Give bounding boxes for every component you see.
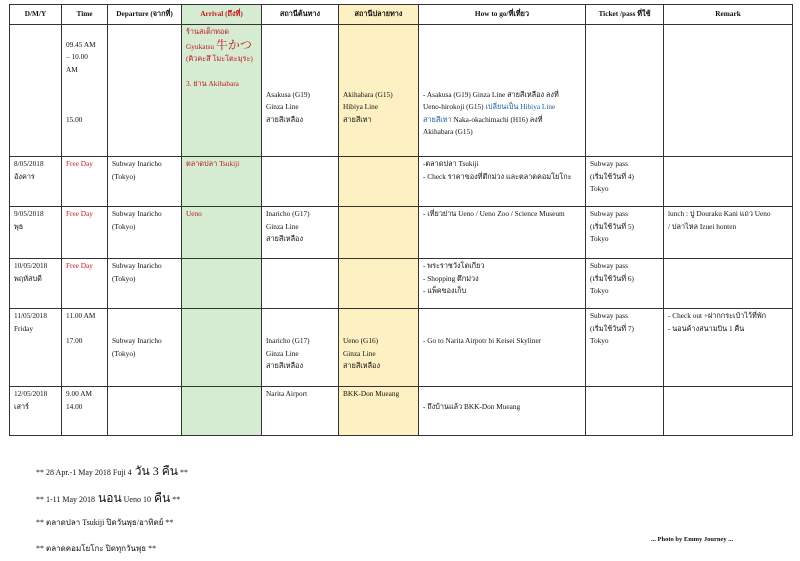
start-station-cell <box>262 207 339 259</box>
time-text: 17.00 <box>66 336 83 345</box>
header-time: Time <box>62 5 108 25</box>
ticket-text: (เริ่มใช้วันที่ 5) <box>590 221 634 231</box>
date-cell <box>10 259 62 309</box>
time-text: 9.00 AM <box>66 389 92 398</box>
time-text: 09.45 AM <box>66 39 96 49</box>
date-text: 9/05/2018 <box>14 209 44 218</box>
start-station-cell <box>262 157 339 207</box>
table-row <box>10 259 793 309</box>
how-to-text: สายสีเทา Naka-okachimachi (H16) ลงที่ <box>423 114 543 124</box>
start-station-cell: Narita Airport <box>262 387 339 436</box>
date-text: 12/05/2018 <box>14 389 48 398</box>
station-text: สายสีเหลือง <box>266 361 304 370</box>
ticket-text: Tokyo <box>590 184 609 193</box>
how-to-text: - พระราชวังโตเกียว <box>423 261 485 270</box>
time-cell: Free Day <box>62 259 108 309</box>
departure-text: Subway Inaricho <box>112 159 162 168</box>
time-cell <box>62 309 108 387</box>
ticket-text: (เริ่มใช้วันที่ 6) <box>590 273 634 283</box>
time-cell <box>62 25 108 157</box>
station-text: Inaricho (G17) <box>266 209 310 218</box>
itinerary-table <box>9 4 793 436</box>
time-text: 15.00 <box>66 114 83 124</box>
ticket-cell <box>586 309 664 387</box>
remark-text: - นอนค้างสนามบิน 1 คืน <box>668 323 745 333</box>
ticket-text: Subway pass <box>590 261 628 270</box>
date-text: 10/05/2018 <box>14 261 48 270</box>
departure-cell <box>108 259 182 309</box>
how-to-cell <box>419 25 586 157</box>
day-text: พุธ <box>14 221 24 231</box>
time-text: 11.00 AM <box>66 311 96 320</box>
remark-cell <box>664 387 793 436</box>
date-cell <box>10 25 62 157</box>
how-to-text: - ถึงบ้านแล้ว BKK-Don Mueang <box>423 401 521 411</box>
ticket-text: Tokyo <box>590 286 609 295</box>
how-to-cell <box>419 387 586 436</box>
how-to-text: - แพ็คของเก็บ <box>423 286 467 295</box>
remark-cell <box>664 259 793 309</box>
how-to-text: Akihabara (G15) <box>423 127 473 136</box>
departure-cell <box>108 25 182 157</box>
arrival-text: ร้านสเต็กทอด <box>186 27 230 36</box>
table-row <box>10 309 793 387</box>
ticket-text: Subway pass <box>590 159 628 168</box>
ticket-text: (เริ่มใช้วันที่ 7) <box>590 323 634 333</box>
day-text: พฤหัสบดี <box>14 273 42 283</box>
how-to-text: Ueno-hirokoji (G15) เปลี่ยนเป็น Hibiya Line <box>423 102 556 111</box>
ticket-cell <box>586 157 664 207</box>
station-text: Ginza Line <box>266 221 299 231</box>
header-end-station: สถานีปลายทาง <box>339 5 419 25</box>
time-text: – 10.00 <box>66 52 88 61</box>
table-row <box>10 207 793 259</box>
end-station-cell <box>339 207 419 259</box>
how-to-cell <box>419 157 586 207</box>
arrival-cell <box>182 259 262 309</box>
date-text: 8/05/2018 <box>14 159 44 168</box>
date-cell <box>10 309 62 387</box>
departure-text: (Tokyo) <box>112 221 136 231</box>
time-cell: Free Day <box>62 157 108 207</box>
how-to-cell <box>419 309 586 387</box>
remark-text: lunch : ปู Douraku Kani แถว Ueno <box>668 209 771 218</box>
station-text: สายสีเหลือง <box>266 114 304 124</box>
station-text: สายสีเหลือง <box>343 361 381 370</box>
how-to-text: -ตลาดปลา Tsukiji <box>423 159 479 168</box>
time-cell <box>62 387 108 436</box>
station-text: Hibiya Line <box>343 102 379 111</box>
departure-text: (Tokyo) <box>112 348 136 358</box>
time-text: 14.00 <box>66 401 83 411</box>
ticket-text: (เริ่มใช้วันที่ 4) <box>590 171 634 181</box>
note-yodobashi: ** ตลาดคอมโยโกะ ปิดทุกวันพุธ ** <box>36 544 157 553</box>
departure-cell <box>108 207 182 259</box>
ticket-cell <box>586 259 664 309</box>
remark-cell <box>664 157 793 207</box>
how-to-text: - เที่ยวย่าน Ueno / Ueno Zoo / Science Museum <box>423 209 565 218</box>
end-station-cell <box>339 157 419 207</box>
arrival-cell <box>182 25 262 157</box>
end-station-cell <box>339 309 419 387</box>
photo-credit: ... Photo by Emmy Journey ... <box>651 536 734 543</box>
time-cell: Free Day <box>62 207 108 259</box>
departure-cell <box>108 309 182 387</box>
remark-cell <box>664 309 793 387</box>
header-how-to: How to go/ที่เที่ยว <box>419 5 586 25</box>
station-text: สายสีเหลือง <box>266 234 304 243</box>
arrival-cell: Ueno <box>182 207 262 259</box>
ticket-text: Subway pass <box>590 209 628 218</box>
ticket-text: Subway pass <box>590 311 628 320</box>
departure-text: Subway Inaricho <box>112 336 162 345</box>
date-text: 11/05/2018 <box>14 311 47 320</box>
station-text: Ginza Line <box>266 348 299 358</box>
departure-text: Subway Inaricho <box>112 261 162 270</box>
table-row <box>10 387 793 436</box>
station-text: Inaricho (G17) <box>266 336 310 345</box>
table-row <box>10 157 793 207</box>
ticket-text: Tokyo <box>590 336 609 345</box>
station-text: Ginza Line <box>343 348 376 358</box>
station-text: Asakusa (G19) <box>266 89 310 99</box>
station-text: Ueno (G16) <box>343 336 379 345</box>
end-station-cell <box>339 25 419 157</box>
arrival-text: Gyukatsu 牛かつ <box>186 37 252 52</box>
header-ticket: Ticket /pass ที่ใช้ <box>586 5 664 25</box>
start-station-cell <box>262 259 339 309</box>
day-text: อังคาร <box>14 171 35 181</box>
arrival-cell <box>182 309 262 387</box>
header-remark: Remark <box>664 5 793 25</box>
station-text: Ginza Line <box>266 102 299 111</box>
arrival-cell: ตลาดปลา Tsukiji <box>182 157 262 207</box>
station-text: สายสีเทา <box>343 114 372 124</box>
arrival-cell <box>182 387 262 436</box>
day-text: Friday <box>14 323 34 333</box>
header-departure: Departure (จากที่) <box>108 5 182 25</box>
how-to-text: - Check ราคาของที่ตึกม่วง และตลาดคอมโยโกะ <box>423 171 572 181</box>
note-ueno: ** 1-11 May 2018 นอน Ueno 10 คืน ** <box>36 491 181 505</box>
end-station-cell: BKK-Don Mueang <box>339 387 419 436</box>
date-cell <box>10 157 62 207</box>
day-text: เสาร์ <box>14 401 29 411</box>
end-station-cell <box>339 259 419 309</box>
date-cell <box>10 387 62 436</box>
note-tsukiji: ** ตลาดปลา Tsukiji ปิดวันพุธ/อาทิตย์ ** <box>36 518 174 527</box>
station-text: Akihabara (G15) <box>343 89 393 99</box>
arrival-text: 3. ย่าน Akihabara <box>186 79 239 88</box>
how-to-text: - Shopping ตึกม่วง <box>423 273 479 283</box>
start-station-cell <box>262 309 339 387</box>
note-fuji: ** 28 Apr.-1 May 2018 Fuji 4 วัน 3 คืน ** <box>36 464 188 478</box>
start-station-cell <box>262 25 339 157</box>
header-row <box>10 5 793 25</box>
departure-cell <box>108 157 182 207</box>
departure-text: (Tokyo) <box>112 273 136 283</box>
arrival-text: (คิวคะสึ โมะโตะมุระ) <box>186 54 253 63</box>
date-cell <box>10 207 62 259</box>
ticket-cell <box>586 207 664 259</box>
header-start-station: สถานีต้นทาง <box>262 5 339 25</box>
header-date: D/M/Y <box>10 5 62 25</box>
how-to-text: - Asakusa (G19) Ginza Line สายสีเหลือง ลงที่ <box>423 89 559 99</box>
ticket-cell <box>586 25 664 157</box>
departure-cell <box>108 387 182 436</box>
time-text: AM <box>66 64 78 74</box>
departure-text: Subway Inaricho <box>112 209 162 218</box>
header-arrival: Arrival (ถึงที่) <box>182 5 262 25</box>
departure-text: (Tokyo) <box>112 171 136 181</box>
table-row <box>10 25 793 157</box>
remark-text: / ปลาไหล Izuei honten <box>668 221 737 231</box>
how-to-cell <box>419 207 586 259</box>
ticket-text: Tokyo <box>590 234 609 243</box>
how-to-cell <box>419 259 586 309</box>
ticket-cell <box>586 387 664 436</box>
remark-text: - Check out +ฝากกระเป๋าไว้ที่พัก <box>668 311 767 320</box>
remark-cell <box>664 25 793 157</box>
how-to-text: - Go to Narita Airpotr bi Keisei Skyliner <box>423 336 542 345</box>
remark-cell <box>664 207 793 259</box>
